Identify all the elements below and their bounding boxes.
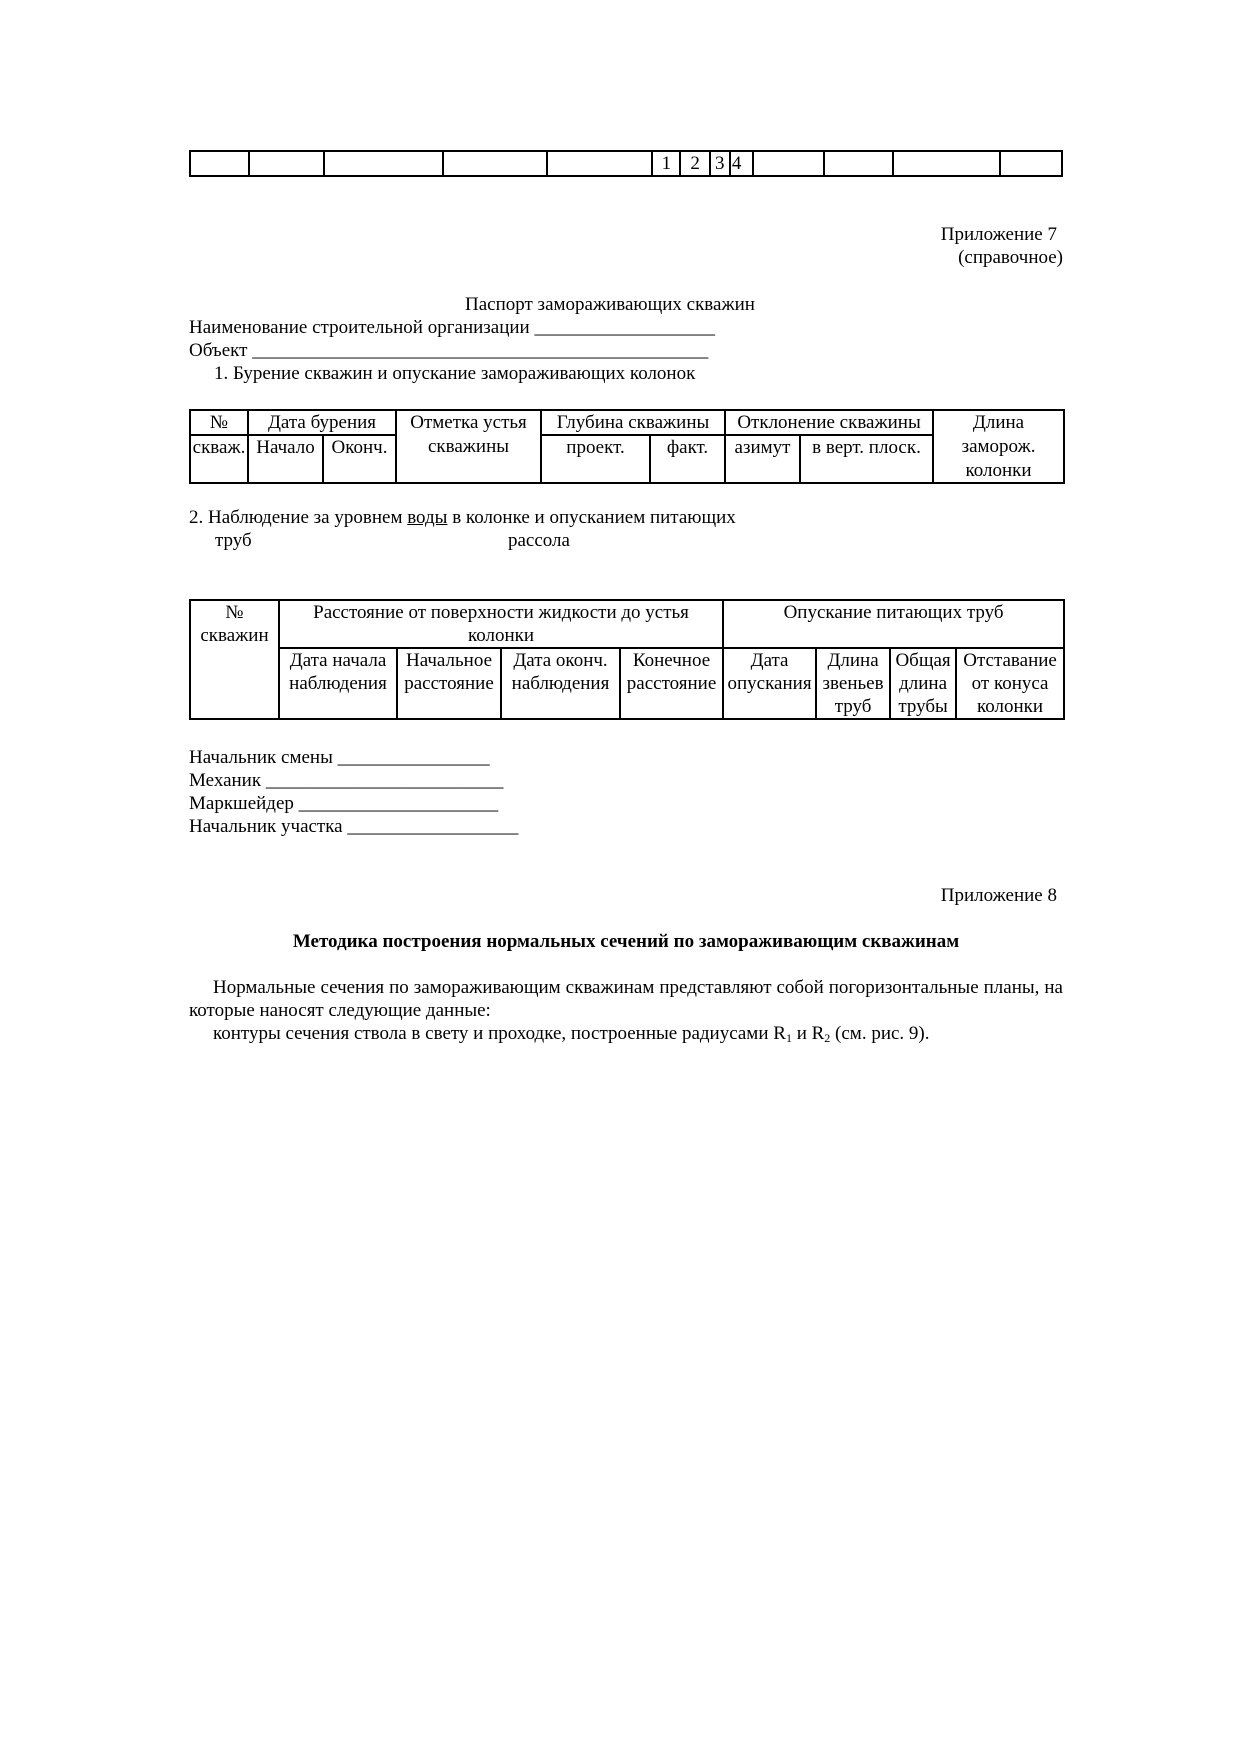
table1-header-deviation: Отклонение скважины [725,410,933,435]
appendix8-title: Приложение 8 [940,885,1057,906]
table2-sub-link-length: Длина звеньев труб [816,648,890,719]
section1-heading: 1. Бурение скважин и опускание замораживающих колонок [214,363,696,384]
section2-text-underlined: воды [407,507,448,528]
table1-sub-design: проект. [541,435,650,459]
top-continuation-table [189,150,1063,177]
signature-mechanic: Механик _________________________ [189,770,504,791]
table1-header-length: Длина [933,410,1064,435]
signature-site-chief: Начальник участка __________________ [189,816,519,837]
table2-sub-total-length: Общая длина трубы [890,648,956,719]
top-cell: 1 [652,151,680,176]
table2-header-lowering: Опускание питающих труб [723,600,1064,648]
top-cell [753,151,824,176]
table2-sub-lag: Отставание от конуса колонки [956,648,1064,719]
table1-sub-no: скваж. [190,435,248,459]
top-cell [547,151,652,176]
table1-sub-mouth-mark: скважины [396,435,541,459]
appendix7-title: Приложение 7 [940,224,1057,245]
para2-sub-2: 2 [824,1031,831,1045]
section2-text-a: 2. Наблюдение за уровнем [189,507,408,528]
top-cell [443,151,547,176]
top-cell [824,151,894,176]
object-line: Объект ________________________________________________ [189,340,709,361]
table1-sub-vert: в верт. плоск. [800,435,933,459]
para2-text-c: (см. рис. 9). [830,1023,930,1044]
table2-header-distance: Расстояние от поверхности жидкости до устья колонки [279,600,723,648]
table1-row3-cell [800,459,933,483]
para2-text-a: контуры сечения ствола в свету и проходке, построенные радиусами R [213,1023,786,1044]
top-cell: 4 [730,151,753,176]
drilling-table [189,409,1065,484]
passport-title: Паспорт замораживающих скважин [465,294,755,315]
table1-row3-cell [725,459,800,483]
table1-header-no: № [190,410,248,435]
signature-surveyor: Маркшейдер _____________________ [189,793,499,814]
table1-sub-fact: факт. [650,435,725,459]
section2-heading [189,506,736,529]
appendix8-paragraph-1: Нормальные сечения по замораживающим скважинам представляют собой погоризонтальные планы, на которые наносят следующие данные: [189,977,1063,1021]
top-cell: 2 [680,151,709,176]
organization-line: Наименование строительной организации ___________________ [189,317,715,338]
table1-sub-length: заморож. [933,435,1064,459]
table1-row3-cell [541,459,650,483]
section2-line2-left: труб [215,530,252,551]
table1-header-drill-date: Дата бурения [248,410,396,435]
table1-row3-cell [323,459,396,483]
observation-table [189,599,1065,720]
table1-header-depth: Глубина скважины [541,410,725,435]
para2-sub-1: 1 [785,1031,792,1045]
signature-shift-chief: Начальник смены ________________ [189,747,490,768]
table1-sub-start: Начало [248,435,323,459]
table2-sub-end-date: Дата оконч. наблюдения [501,648,620,719]
top-cell [249,151,325,176]
appendix8-paragraph-2 [213,1022,930,1050]
table1-sub-azimuth: азимут [725,435,800,459]
section2-line2-right: рассола [508,530,570,551]
top-cell [324,151,443,176]
top-cell: 3 [710,151,730,176]
table2-header-no: № скважин [190,600,279,719]
table1-row3-cell [396,459,541,483]
appendix8-heading: Методика построения нормальных сечений по замораживающим скважинам [292,931,960,952]
table2-sub-start-date: Дата начала наблюдения [279,648,397,719]
para2-text-b: и R [791,1023,825,1044]
table1-sub-length-2: колонки [933,459,1064,483]
table1-row3-cell [650,459,725,483]
top-cell [893,151,1000,176]
table1-row3-cell [248,459,323,483]
section2-text-b: в колонке и опусканием питающих [447,507,736,528]
top-cell [190,151,249,176]
table2-sub-start-distance: Начальное расстояние [397,648,501,719]
appendix7-subtitle: (справочное) [958,247,1063,268]
table1-sub-end: Оконч. [323,435,396,459]
table1-row3-cell [190,459,248,483]
table1-header-mouth-mark: Отметка устья [396,410,541,435]
table2-sub-end-distance: Конечное расстояние [620,648,723,719]
table2-sub-lowering-date: Дата опускания [723,648,816,719]
top-cell [1000,151,1062,176]
